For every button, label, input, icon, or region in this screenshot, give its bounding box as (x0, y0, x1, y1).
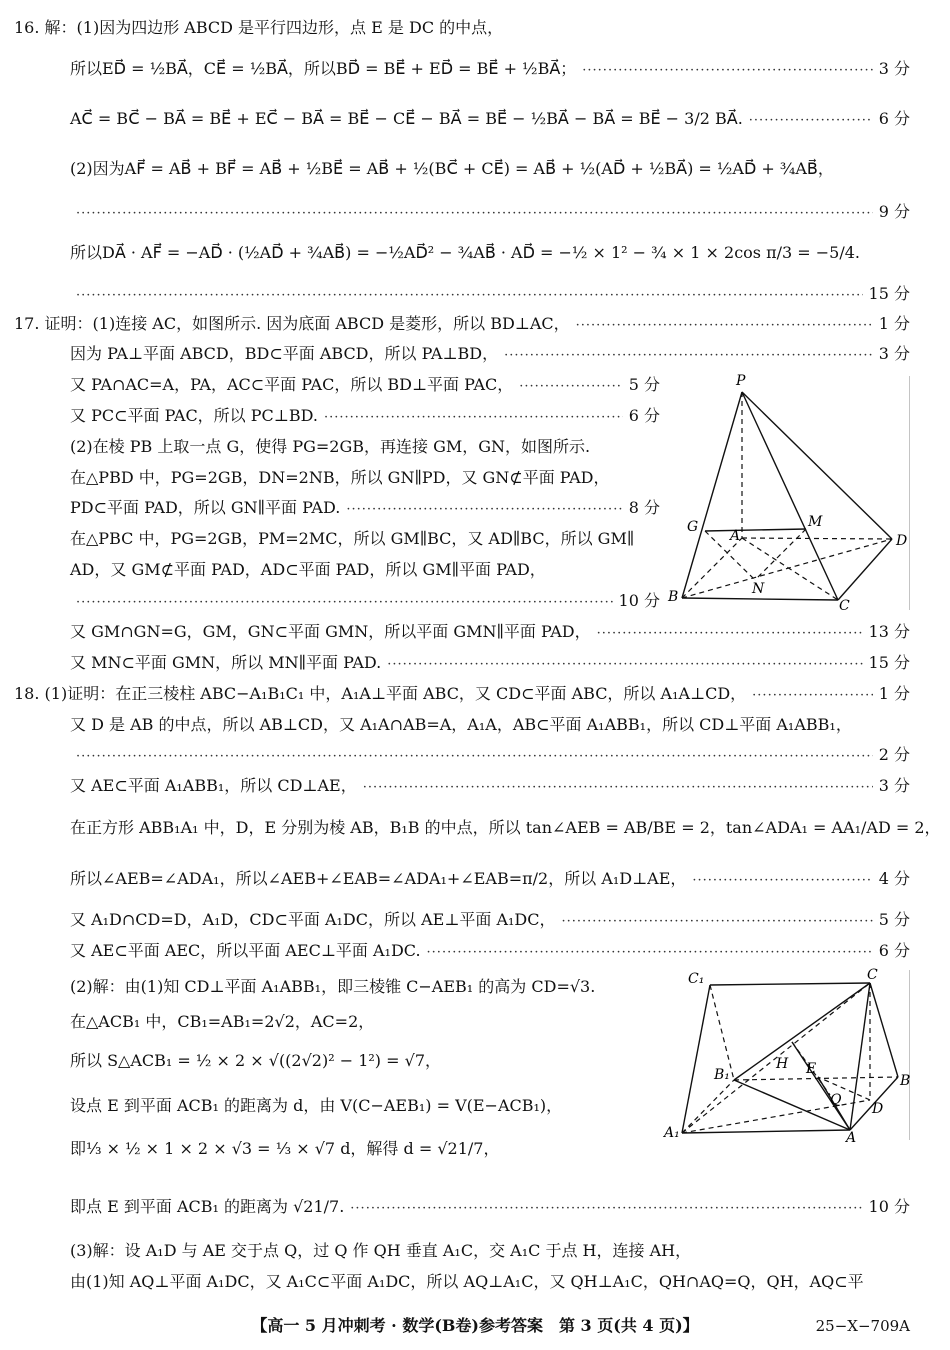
q18-line-4 (70, 773, 910, 799)
q17-pyramid-figure (660, 368, 910, 613)
q16-text-2: 所以ED⃗ = ½BA⃗，CE⃗ = ½BA⃗，所以BD⃗ = BE⃗ + ED⃗ = BE⃗ + ½BA⃗； (70, 59, 577, 78)
label-B: B (900, 1073, 910, 1089)
q16-line-2 (70, 56, 910, 82)
score-mark: 8 分 (628, 498, 660, 517)
score-mark: 2 分 (878, 745, 910, 764)
q17-text-11: 又 GM∩GN=G，GM，GN⊂平面 GMN，所以平面 GMN∥平面 PAD， (70, 622, 591, 641)
q17-text-9: AD，又 GM⊄平面 PAD，AD⊂平面 PAD，所以 GM∥平面 PAD， (70, 560, 546, 579)
label-C: C (839, 598, 850, 613)
leader-dots (76, 283, 863, 309)
leader-dots (76, 201, 873, 227)
leader-dots (519, 374, 622, 400)
leader-dots (597, 621, 863, 647)
q18-line-2 (70, 712, 910, 738)
label-C1: C₁ (688, 971, 705, 987)
q18-text-6: 所以∠AEB=∠ADA₁，所以∠AEB+∠EAB=∠ADA₁+∠EAB=π/2，所以 A₁D⊥AE， (70, 869, 687, 888)
score-mark: 5 分 (628, 375, 660, 394)
leader-dots (752, 683, 873, 709)
score-mark: 1 分 (878, 684, 910, 703)
label-B1: B₁ (714, 1067, 730, 1083)
q17-line-9 (70, 557, 660, 583)
leader-dots (427, 940, 873, 966)
q16-line-6 (70, 240, 910, 266)
q18-line-11 (70, 1048, 660, 1074)
q18-text-15: (3)解：设 A₁D 与 AE 交于点 Q，过 Q 作 QH 垂直 A₁C，交 A₁C 于点 H，连接 AH， (70, 1241, 692, 1260)
label-D: D (896, 533, 908, 549)
q18-text-9: (2)解：由(1)知 CD⊥平面 A₁ABB₁，即三棱锥 C−AEB₁ 的高为 CD=√3. (70, 977, 596, 996)
q17-line-11 (70, 619, 910, 645)
score-mark: 3 分 (878, 344, 910, 363)
q18-text-4: 又 AE⊂平面 A₁ABB₁，所以 CD⊥AE， (70, 776, 357, 795)
leader-dots (346, 497, 622, 523)
q16-text-1: 16. 解：(1)因为四边形 ABCD 是平行四边形，点 E 是 DC 的中点， (14, 18, 504, 37)
q16-line-7 (70, 281, 910, 307)
label-G: G (687, 519, 699, 535)
q17-line-6 (70, 465, 660, 491)
q17-line-1 (14, 311, 910, 337)
leader-dots (582, 58, 872, 84)
q17-line-4 (70, 403, 660, 429)
leader-dots (749, 108, 873, 134)
q17-text-7: PD⊂平面 PAD，所以 GN∥平面 PAD. (70, 498, 341, 517)
q18-text-10: 在△ACB₁ 中，CB₁=AB₁=2√2，AC=2， (70, 1012, 375, 1031)
q18-text-11: 所以 S△ACB₁ = ½ × 2 × √((2√2)² − 1²) = √7， (70, 1051, 442, 1070)
label-A1: A₁ (664, 1125, 680, 1141)
q17-line-8 (70, 526, 660, 552)
q17-text-12: 又 MN⊂平面 GMN，所以 MN∥平面 PAD. (70, 653, 382, 672)
label-D: D (872, 1101, 884, 1117)
score-mark: 9 分 (878, 202, 910, 221)
q18-line-13 (70, 1136, 660, 1162)
q18-text-1: 18. (1)证明：在正三棱柱 ABC−A₁B₁C₁ 中，A₁A⊥平面 ABC，又 CD⊂平面 ABC，所以 A₁A⊥CD， (14, 684, 747, 703)
q16-line-3 (70, 106, 910, 132)
q17-line-10 (70, 588, 660, 614)
leader-dots (363, 775, 873, 801)
leader-dots (76, 590, 613, 616)
score-mark: 13 分 (868, 622, 910, 641)
label-A: A (846, 1130, 857, 1145)
q18-line-6 (70, 866, 910, 892)
q18-text-13: 即⅓ × ½ × 1 × 2 × √3 = ⅓ × √7 d，解得 d = √21/7， (70, 1139, 500, 1158)
q17-text-8: 在△PBC 中，PG=2GB，PM=2MC，所以 GM∥BC，又 AD∥BC，所以 GM∥ (70, 529, 635, 548)
label-E: E (806, 1061, 817, 1077)
leader-dots (76, 744, 873, 770)
leader-dots (692, 868, 872, 894)
q16-text-3: AC⃗ = BC⃗ − BA⃗ = BE⃗ + EC⃗ − BA⃗ = BE⃗ − CE⃗ − BA⃗ = BE⃗ − ½BA⃗ − BA⃗ = BE⃗ − 3/2 BA⃗. (70, 109, 743, 128)
score-mark: 5 分 (878, 910, 910, 929)
q18-line-15 (70, 1238, 910, 1264)
score-mark: 1 分 (878, 314, 910, 333)
leader-dots (576, 313, 873, 339)
q17-text-1: 17. 证明：(1)连接 AC，如图所示. 因为底面 ABCD 是菱形，所以 BD⊥AC， (14, 314, 570, 333)
score-mark: 15 分 (868, 653, 910, 672)
label-B: B (668, 589, 679, 605)
score-mark: 3 分 (878, 59, 910, 78)
score-mark: 10 分 (618, 591, 660, 610)
q18-text-5: 在正方形 ABB₁A₁ 中，D，E 分别为棱 AB，B₁B 的中点，所以 tan∠AEB = AB/BE = 2，tan∠ADA₁ = AA₁/AD = 2， (70, 818, 941, 837)
q18-text-12: 设点 E 到平面 ACB₁ 的距离为 d，由 V(C−AEB₁) = V(E−ACB₁)， (70, 1096, 563, 1115)
leader-dots (387, 652, 862, 678)
q18-line-14 (70, 1194, 910, 1220)
q18-line-9 (70, 974, 660, 1000)
score-mark: 6 分 (878, 941, 910, 960)
q17-text-6: 在△PBD 中，PG=2GB，DN=2NB，所以 GN∥PD，又 GN⊄平面 PAD， (70, 468, 610, 487)
q16-line-5 (70, 199, 910, 225)
label-A: A (730, 528, 741, 544)
label-N: N (752, 581, 765, 597)
score-mark: 15 分 (868, 284, 910, 303)
q18-text-2: 又 D 是 AB 的中点，所以 AB⊥CD，又 A₁A∩AB=A，A₁A，AB⊂平面 A₁ABB₁，所以 CD⊥平面 A₁ABB₁， (70, 715, 852, 734)
score-mark: 6 分 (628, 406, 660, 425)
label-C: C (867, 967, 878, 983)
q18-line-12 (70, 1093, 660, 1119)
q18-line-1 (14, 681, 910, 707)
q18-text-16: 由(1)知 AQ⊥平面 A₁DC，又 A₁C⊂平面 A₁DC，所以 AQ⊥A₁C，又 QH⊥A₁C，QH∩AQ=Q，QH，AQ⊂平 (70, 1272, 864, 1291)
q17-text-2: 因为 PA⊥平面 ABCD，BD⊂平面 ABCD，所以 PA⊥BD， (70, 344, 499, 363)
leader-dots (350, 1196, 862, 1222)
leader-dots (324, 405, 623, 431)
score-mark: 6 分 (878, 109, 910, 128)
q17-line-5 (70, 434, 660, 460)
leader-dots (562, 909, 873, 935)
score-mark: 4 分 (878, 869, 910, 888)
q16-text-6: 所以DA⃗ · AF⃗ = −AD⃗ · (½AD⃗ + ¾AB⃗) = −½AD⃗² − ¾AB⃗ · AD⃗ = −½ × 1² − ¾ × 1 × 2cos π/3 = −5/4. (70, 243, 860, 262)
q18-text-14: 即点 E 到平面 ACB₁ 的距离为 √21/7. (70, 1197, 345, 1216)
q17-line-12 (70, 650, 910, 676)
label-M: M (808, 514, 823, 530)
q17-text-4: 又 PC⊂平面 PAC，所以 PC⊥BD. (70, 406, 318, 425)
q16-line-1 (14, 15, 910, 41)
q17-text-5: (2)在棱 PB 上取一点 G，使得 PG=2GB，再连接 GM，GN，如图所示. (70, 437, 591, 456)
leader-dots (504, 343, 873, 369)
label-Q: Q (830, 1092, 842, 1108)
q18-line-16 (70, 1269, 910, 1295)
page-footer: 【高一 5 月冲刺考 · 数学(B卷)参考答案 第 3 页(共 4 页)】 (251, 1316, 699, 1335)
q17-line-3 (70, 372, 660, 398)
q16-text-4: (2)因为AF⃗ = AB⃗ + BF⃗ = AB⃗ + ½BE⃗ = AB⃗ + ½(BC⃗ + CE⃗) = AB⃗ + ½(AD⃗ + ½BA⃗) = ½AD⃗ + ¾AB⃗， (70, 159, 834, 178)
document-code: 25−X−709A (815, 1317, 910, 1335)
q18-line-10 (70, 1009, 660, 1035)
score-mark: 3 分 (878, 776, 910, 795)
q18-line-7 (70, 907, 910, 933)
q17-line-2 (70, 341, 910, 367)
q16-line-4 (70, 156, 910, 182)
label-P: P (736, 373, 746, 389)
q18-prism-figure (660, 965, 910, 1145)
q18-text-8: 又 AE⊂平面 AEC，所以平面 AEC⊥平面 A₁DC. (70, 941, 421, 960)
score-mark: 10 分 (868, 1197, 910, 1216)
label-H: H (776, 1056, 789, 1072)
q17-line-7 (70, 495, 660, 521)
q18-text-7: 又 A₁D∩CD=D，A₁D，CD⊂平面 A₁DC，所以 AE⊥平面 A₁DC， (70, 910, 556, 929)
q17-text-3: 又 PA∩AC=A，PA，AC⊂平面 PAC，所以 BD⊥平面 PAC， (70, 375, 514, 394)
q18-line-5 (70, 815, 941, 841)
q18-line-3 (70, 742, 910, 768)
q18-line-8 (70, 938, 910, 964)
